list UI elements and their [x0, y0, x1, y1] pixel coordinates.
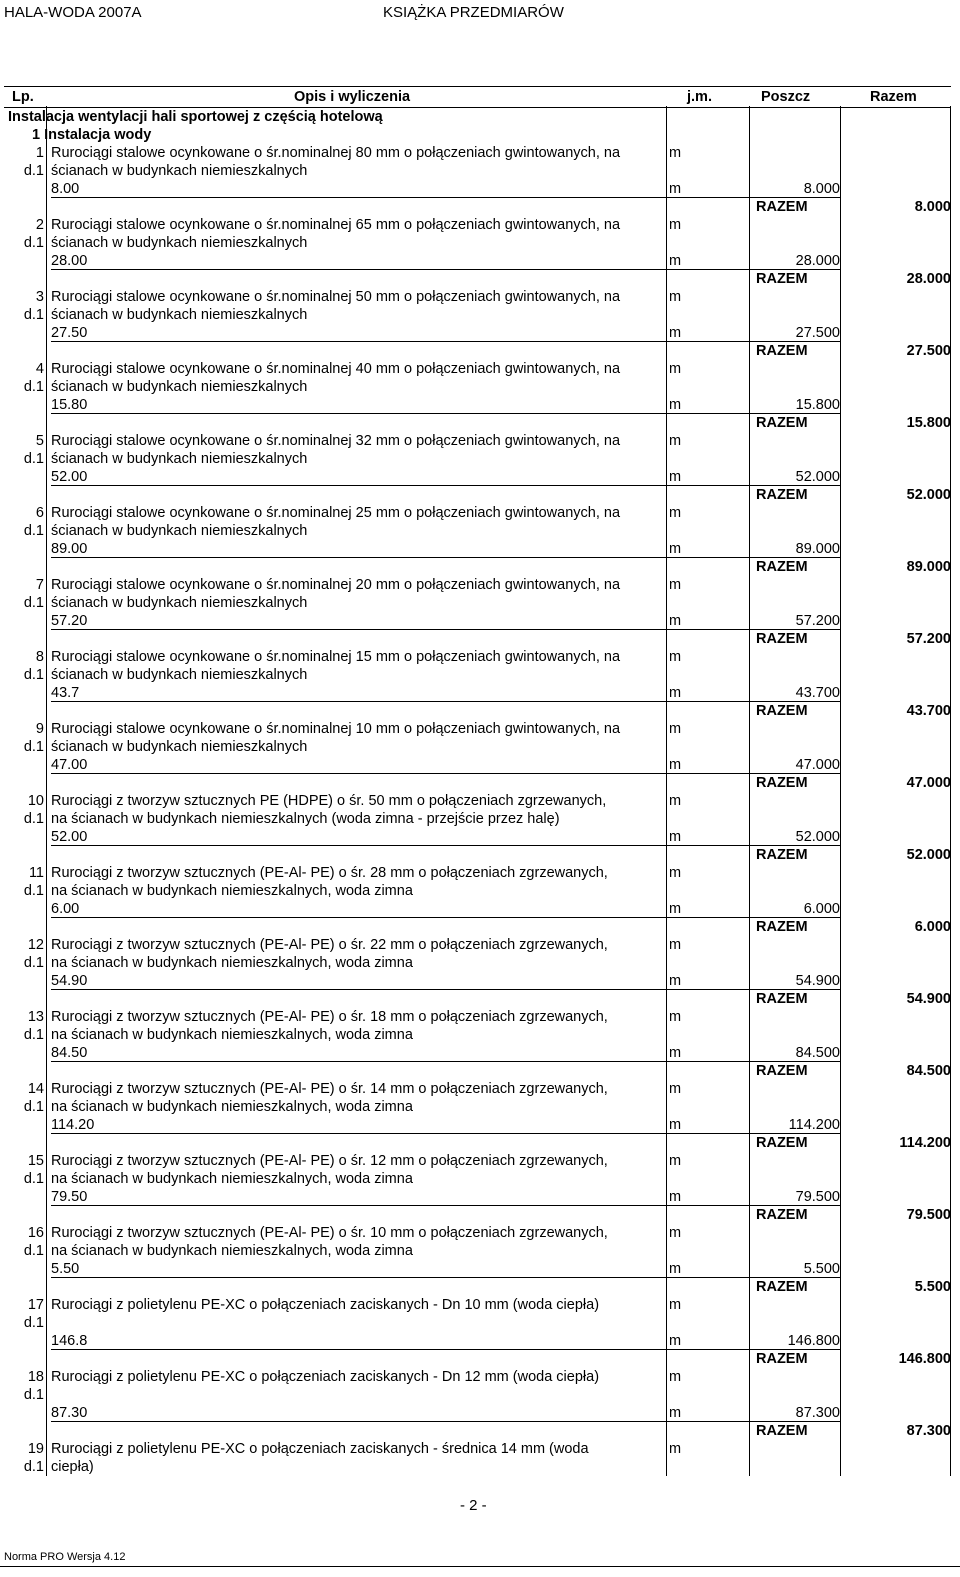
position-row	[4, 288, 951, 360]
position-number: 14	[27, 1081, 44, 1097]
position-base: d.1	[23, 307, 44, 323]
position-calculation: 146.8	[51, 1333, 88, 1349]
subtotal-rule	[51, 197, 840, 198]
position-calculation-unit: m	[669, 1405, 682, 1421]
position-description-line2: na ścianach w budynkach niemieszkalnych, woda zimna	[51, 1171, 413, 1187]
page-number: - 2 -	[460, 1497, 487, 1514]
position-poszcz-value: 89.000	[795, 541, 840, 557]
position-poszcz-value: 146.800	[787, 1333, 840, 1349]
subtotal-rule	[51, 917, 840, 918]
position-description-line1: Rurociągi z tworzyw sztucznych (PE-Al- PE) o śr. 12 mm o połączeniach zgrzewanych,	[51, 1153, 608, 1169]
razem-label: RAZEM	[756, 1423, 808, 1439]
position-calculation: 87.30	[51, 1405, 88, 1421]
position-calculation: 28.00	[51, 253, 88, 269]
razem-label: RAZEM	[756, 271, 808, 287]
subtotal-rule	[51, 485, 840, 486]
position-calculation: 52.00	[51, 829, 88, 845]
position-poszcz-value: 52.000	[795, 829, 840, 845]
position-unit: m	[669, 289, 682, 305]
position-calculation-unit: m	[669, 973, 682, 989]
razem-label: RAZEM	[756, 559, 808, 575]
position-description-line2: na ścianach w budynkach niemieszkalnych, woda zimna	[51, 1099, 413, 1115]
software-version: Norma PRO Wersja 4.12	[4, 1551, 126, 1563]
position-razem-value: 52.000	[906, 487, 951, 503]
subtotal-rule	[51, 1205, 840, 1206]
position-row	[4, 432, 951, 504]
position-base: d.1	[23, 451, 44, 467]
position-poszcz-value: 54.900	[795, 973, 840, 989]
position-number: 19	[27, 1441, 44, 1457]
position-unit: m	[669, 1297, 682, 1313]
subtotal-rule	[51, 845, 840, 846]
position-description-line1: Rurociągi z tworzyw sztucznych (PE-Al- PE) o śr. 22 mm o połączeniach zgrzewanych,	[51, 937, 608, 953]
subtotal-rule	[51, 773, 840, 774]
position-row	[4, 1008, 951, 1080]
position-calculation-unit: m	[669, 469, 682, 485]
subtotal-rule	[51, 989, 840, 990]
position-row	[4, 792, 951, 864]
position-calculation: 6.00	[51, 901, 80, 917]
position-calculation-unit: m	[669, 1117, 682, 1133]
position-base: d.1	[23, 523, 44, 539]
positions-list	[4, 144, 951, 1440]
position-calculation-unit: m	[669, 1333, 682, 1349]
position-description-line1: Rurociągi z polietylenu PE-XC o połączeniach zaciskanych - średnica 14 mm (woda	[51, 1441, 589, 1457]
razem-label: RAZEM	[756, 487, 808, 503]
position-poszcz-value: 84.500	[795, 1045, 840, 1061]
position-base: d.1	[23, 955, 44, 971]
position-row	[4, 1368, 951, 1440]
position-row	[4, 1224, 951, 1296]
position-calculation-unit: m	[669, 1189, 682, 1205]
position-description-line1: Rurociągi stalowe ocynkowane o śr.nominalnej 15 mm o połączeniach gwintowanych, na	[51, 649, 621, 665]
header-app-title: HALA-WODA 2007A	[4, 4, 142, 21]
column-lp: Lp.	[12, 89, 34, 105]
position-calculation: 43.7	[51, 685, 80, 701]
position-base: d.1	[23, 811, 44, 827]
position-razem-value: 79.500	[906, 1207, 951, 1223]
razem-label: RAZEM	[756, 1351, 808, 1367]
position-description-line2: ścianach w budynkach niemieszkalnych	[51, 379, 308, 395]
razem-label: RAZEM	[756, 1063, 808, 1079]
razem-label: RAZEM	[756, 775, 808, 791]
position-unit: m	[669, 649, 682, 665]
position-description-line2: ścianach w budynkach niemieszkalnych	[51, 163, 308, 179]
position-razem-value: 5.500	[914, 1279, 951, 1295]
position-calculation-unit: m	[669, 253, 682, 269]
position-description-line2: na ścianach w budynkach niemieszkalnych (woda zimna - przejście przez halę)	[51, 811, 560, 827]
position-poszcz-value: 52.000	[795, 469, 840, 485]
position-number: 15	[27, 1153, 44, 1169]
position-number: 12	[27, 937, 44, 953]
position-unit: m	[669, 217, 682, 233]
position-row	[4, 1152, 951, 1224]
section-title: Instalacja wentylacji hali sportowej z częścią hotelową	[8, 109, 383, 125]
subsection-title: 1 Instalacja wody	[32, 127, 152, 143]
position-unit: m	[669, 1441, 682, 1457]
position-number: 1	[35, 145, 44, 161]
position-description-line1: Rurociągi stalowe ocynkowane o śr.nominalnej 50 mm o połączeniach gwintowanych, na	[51, 289, 621, 305]
column-poszcz: Poszcz	[761, 89, 811, 105]
position-calculation-unit: m	[669, 613, 682, 629]
position-calculation: 52.00	[51, 469, 88, 485]
position-description-line2: ciepła)	[51, 1459, 94, 1475]
position-description-line1: Rurociągi stalowe ocynkowane o śr.nominalnej 25 mm o połączeniach gwintowanych, na	[51, 505, 621, 521]
position-calculation: 114.20	[51, 1117, 95, 1133]
position-description-line2: ścianach w budynkach niemieszkalnych	[51, 451, 308, 467]
position-number: 9	[35, 721, 44, 737]
position-description-line2: ścianach w budynkach niemieszkalnych	[51, 667, 308, 683]
position-row	[4, 864, 951, 936]
position-description-line1: Rurociągi z polietylenu PE-XC o połączeniach zaciskanych - Dn 10 mm (woda ciepła)	[51, 1297, 600, 1313]
position-calculation-unit: m	[669, 1261, 682, 1277]
subtotal-rule	[51, 269, 840, 270]
position-calculation: 54.90	[51, 973, 88, 989]
position-description-line1: Rurociągi z tworzyw sztucznych (PE-Al- PE) o śr. 18 mm o połączeniach zgrzewanych,	[51, 1009, 608, 1025]
position-calculation: 79.50	[51, 1189, 88, 1205]
position-razem-value: 6.000	[914, 919, 951, 935]
position-row	[4, 1080, 951, 1152]
przedmiar-table	[4, 86, 951, 1480]
position-description-line1: Rurociągi z tworzyw sztucznych (PE-Al- PE) o śr. 14 mm o połączeniach zgrzewanych,	[51, 1081, 608, 1097]
position-unit: m	[669, 1153, 682, 1169]
position-razem-value: 52.000	[906, 847, 951, 863]
position-calculation: 15.80	[51, 397, 88, 413]
position-poszcz-value: 87.300	[795, 1405, 840, 1421]
razem-label: RAZEM	[756, 1135, 808, 1151]
subtotal-rule	[51, 1277, 840, 1278]
position-base: d.1	[23, 1387, 44, 1403]
position-base: d.1	[23, 1459, 44, 1475]
position-poszcz-value: 114.200	[788, 1117, 840, 1133]
position-razem-value: 54.900	[906, 991, 951, 1007]
position-description-line1: Rurociągi stalowe ocynkowane o śr.nominalnej 40 mm o połączeniach gwintowanych, na	[51, 361, 621, 377]
position-poszcz-value: 5.500	[803, 1261, 840, 1277]
position-calculation: 89.00	[51, 541, 88, 557]
position-row-last	[4, 1440, 951, 1480]
position-razem-value: 47.000	[906, 775, 951, 791]
position-calculation-unit: m	[669, 1045, 682, 1061]
position-poszcz-value: 57.200	[795, 613, 840, 629]
position-poszcz-value: 79.500	[795, 1189, 840, 1205]
razem-label: RAZEM	[756, 847, 808, 863]
position-razem-value: 84.500	[906, 1063, 951, 1079]
position-calculation: 84.50	[51, 1045, 88, 1061]
position-unit: m	[669, 577, 682, 593]
position-number: 13	[27, 1009, 44, 1025]
position-poszcz-value: 6.000	[803, 901, 840, 917]
position-number: 16	[27, 1225, 44, 1241]
position-base: d.1	[23, 1243, 44, 1259]
position-unit: m	[669, 1225, 682, 1241]
position-unit: m	[669, 721, 682, 737]
position-calculation-unit: m	[669, 685, 682, 701]
razem-label: RAZEM	[756, 1279, 808, 1295]
position-base: d.1	[23, 883, 44, 899]
position-row	[4, 360, 951, 432]
position-description-line1: Rurociągi stalowe ocynkowane o śr.nominalnej 32 mm o połączeniach gwintowanych, na	[51, 433, 621, 449]
position-row	[4, 936, 951, 1008]
position-calculation-unit: m	[669, 757, 682, 773]
position-description-line2: ścianach w budynkach niemieszkalnych	[51, 235, 308, 251]
position-calculation-unit: m	[669, 541, 682, 557]
position-base: d.1	[23, 595, 44, 611]
position-number: 18	[27, 1369, 44, 1385]
position-description-line1: Rurociągi stalowe ocynkowane o śr.nominalnej 65 mm o połączeniach gwintowanych, na	[51, 217, 621, 233]
position-row	[4, 216, 951, 288]
position-poszcz-value: 8.000	[803, 181, 840, 197]
subtotal-rule	[51, 1421, 840, 1422]
position-row	[4, 648, 951, 720]
razem-label: RAZEM	[756, 415, 808, 431]
position-poszcz-value: 27.500	[795, 325, 840, 341]
position-unit: m	[669, 1009, 682, 1025]
position-calculation-unit: m	[669, 325, 682, 341]
position-number: 7	[35, 577, 44, 593]
position-row	[4, 720, 951, 792]
position-poszcz-value: 28.000	[795, 253, 840, 269]
position-row	[4, 576, 951, 648]
position-description-line2: na ścianach w budynkach niemieszkalnych, woda zimna	[51, 1243, 413, 1259]
position-number: 3	[35, 289, 44, 305]
position-description-line1: Rurociągi z tworzyw sztucznych PE (HDPE) o śr. 50 mm o połączeniach zgrzewanych,	[51, 793, 607, 809]
subtotal-rule	[51, 701, 840, 702]
position-description-line2: ścianach w budynkach niemieszkalnych	[51, 523, 308, 539]
position-description-line2: ścianach w budynkach niemieszkalnych	[51, 739, 308, 755]
position-poszcz-value: 47.000	[795, 757, 840, 773]
position-razem-value: 15.800	[906, 415, 951, 431]
subtotal-rule	[51, 341, 840, 342]
position-unit: m	[669, 1081, 682, 1097]
position-calculation: 5.50	[51, 1261, 80, 1277]
position-row	[4, 504, 951, 576]
position-unit: m	[669, 361, 682, 377]
position-razem-value: 114.200	[899, 1135, 951, 1151]
position-number: 11	[28, 865, 44, 881]
position-number: 2	[35, 217, 44, 233]
position-calculation: 47.00	[51, 757, 88, 773]
column-header-row	[4, 86, 951, 108]
razem-label: RAZEM	[756, 343, 808, 359]
subtotal-rule	[51, 1061, 840, 1062]
position-razem-value: 43.700	[906, 703, 951, 719]
position-base: d.1	[23, 163, 44, 179]
position-number: 5	[35, 433, 44, 449]
position-poszcz-value: 15.800	[795, 397, 840, 413]
position-base: d.1	[23, 1315, 44, 1331]
position-base: d.1	[23, 667, 44, 683]
subtotal-rule	[51, 557, 840, 558]
razem-label: RAZEM	[756, 1207, 808, 1223]
position-razem-value: 89.000	[906, 559, 951, 575]
position-base: d.1	[23, 739, 44, 755]
position-description-line1: Rurociągi z tworzyw sztucznych (PE-Al- PE) o śr. 28 mm o połączeniach zgrzewanych,	[51, 865, 608, 881]
position-calculation-unit: m	[669, 181, 682, 197]
position-description-line1: Rurociągi z polietylenu PE-XC o połączeniach zaciskanych - Dn 12 mm (woda ciepła)	[51, 1369, 600, 1385]
column-jm: j.m.	[687, 89, 712, 105]
position-number: 8	[35, 649, 44, 665]
position-razem-value: 87.300	[906, 1423, 951, 1439]
position-unit: m	[669, 1369, 682, 1385]
razem-label: RAZEM	[756, 703, 808, 719]
razem-label: RAZEM	[756, 631, 808, 647]
subtotal-rule	[51, 1133, 840, 1134]
position-number: 4	[35, 361, 44, 377]
position-number: 10	[27, 793, 44, 809]
position-calculation: 8.00	[51, 181, 80, 197]
subtotal-rule	[51, 629, 840, 630]
position-razem-value: 57.200	[906, 631, 951, 647]
position-calculation-unit: m	[669, 397, 682, 413]
position-base: d.1	[23, 1027, 44, 1043]
position-razem-value: 27.500	[906, 343, 951, 359]
position-razem-value: 8.000	[914, 199, 951, 215]
position-unit: m	[669, 145, 682, 161]
position-description-line2: na ścianach w budynkach niemieszkalnych, woda zimna	[51, 883, 413, 899]
position-base: d.1	[23, 1171, 44, 1187]
position-calculation: 27.50	[51, 325, 88, 341]
column-opis: Opis i wyliczenia	[294, 89, 411, 105]
position-calculation-unit: m	[669, 901, 682, 917]
position-row	[4, 1296, 951, 1368]
position-description-line2: ścianach w budynkach niemieszkalnych	[51, 595, 308, 611]
position-poszcz-value: 43.700	[795, 685, 840, 701]
subtotal-rule	[51, 1349, 840, 1350]
position-calculation-unit: m	[669, 829, 682, 845]
position-calculation: 57.20	[51, 613, 88, 629]
razem-label: RAZEM	[756, 199, 808, 215]
position-base: d.1	[23, 1099, 44, 1115]
position-description-line2: ścianach w budynkach niemieszkalnych	[51, 307, 308, 323]
position-unit: m	[669, 433, 682, 449]
position-description-line1: Rurociągi stalowe ocynkowane o śr.nominalnej 20 mm o połączeniach gwintowanych, na	[51, 577, 621, 593]
subtotal-rule	[51, 413, 840, 414]
position-row	[4, 144, 951, 216]
position-unit: m	[669, 937, 682, 953]
position-unit: m	[669, 793, 682, 809]
position-number: 6	[35, 505, 44, 521]
position-unit: m	[669, 865, 682, 881]
position-description-line1: Rurociągi stalowe ocynkowane o śr.nominalnej 10 mm o połączeniach gwintowanych, na	[51, 721, 621, 737]
position-razem-value: 146.800	[898, 1351, 951, 1367]
razem-label: RAZEM	[756, 919, 808, 935]
position-unit: m	[669, 505, 682, 521]
position-description-line1: Rurociągi z tworzyw sztucznych (PE-Al- PE) o śr. 10 mm o połączeniach zgrzewanych,	[51, 1225, 608, 1241]
position-description-line1: Rurociągi stalowe ocynkowane o śr.nominalnej 80 mm o połączeniach gwintowanych, na	[51, 145, 621, 161]
position-base: d.1	[23, 379, 44, 395]
header-document-title: KSIĄŻKA PRZEDMIARÓW	[383, 4, 564, 21]
razem-label: RAZEM	[756, 991, 808, 1007]
column-razem: Razem	[870, 89, 917, 105]
position-description-line2: na ścianach w budynkach niemieszkalnych, woda zimna	[51, 1027, 413, 1043]
position-number: 17	[27, 1297, 44, 1313]
position-description-line2: na ścianach w budynkach niemieszkalnych, woda zimna	[51, 955, 413, 971]
footer-divider	[0, 1566, 960, 1567]
position-razem-value: 28.000	[906, 271, 951, 287]
position-base: d.1	[23, 235, 44, 251]
